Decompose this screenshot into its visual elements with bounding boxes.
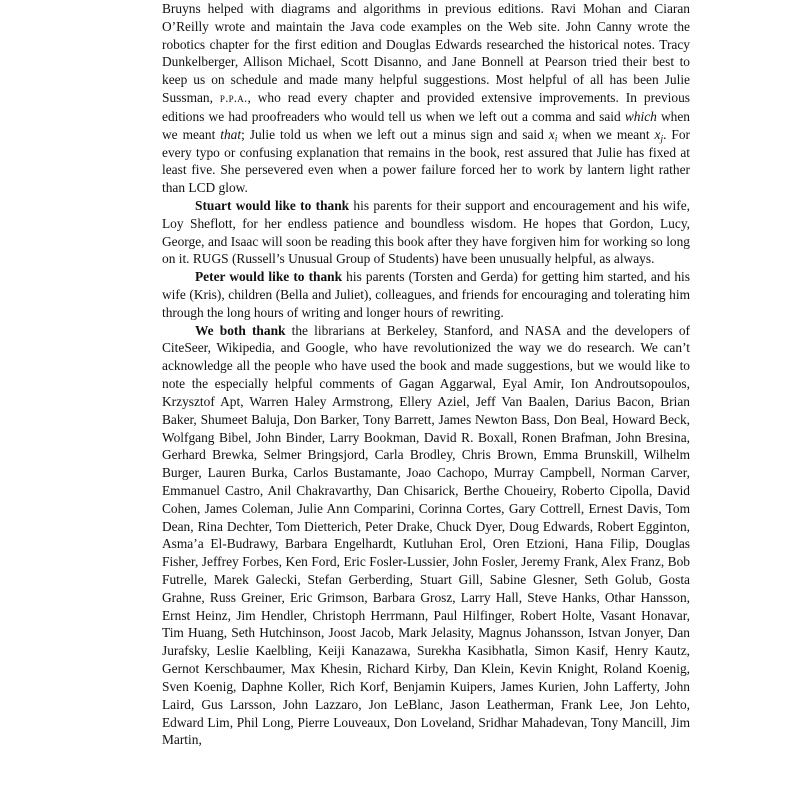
math-symbol: x xyxy=(654,126,661,142)
body-text: ; Julie told us when we left out a minus sign and said xyxy=(241,126,549,142)
body-text: the librarians at Berkeley, Stanford, and NASA and the developers of CiteSeer, Wikipedia, and Google, who have revolutionized the way we do research. We can’t acknowledge all the people who have used the book and made suggestions, but we would like to note the especially helpful comments of Gagan Aggarwal, Eyal Amir, Ion Androutsopoulos, Krzysztof Apt, Warren Haley Armstrong, Ellery Aziel, Jeff Van Baalen, Darius Bacon, Brian Baker, Shumeet Baluja, Don Barker, Tony Barrett, James Newton Bass, Don Beal, Howard Beck, Wolfgang Bibel, John Binder, Larry Bookman, David R. Boxall, Ronen Brafman, John Bresina, Gerhard Brewka, Selmer Bringsjord, Carla Brodley, Chris Brown, Emma Brunskill, Wilhelm Burger, Lauren Burka, Carlos Bustamante, Joao Cachopo, Murray Campbell, Norman Carver, Emmanuel Castro, Anil Chakravarthy, Dan Chisarick, Berthe Choueiry, Roberto Cipolla, David Cohen, James Coleman, Julie Ann Comparini, Corinna Cortes, Gary Cottrell, Ernest Davis, Tom Dean, Rina Dechter, Tom Dietterich, Peter Drake, Chuck Dyer, Doug Edwards, Robert Egginton, Asma’a El-Budrawy, Barbara Engelhardt, Kutluhan Erol, Oren Etzioni, Hana Filip, Douglas Fisher, Jeffrey Forbes, Ken Ford, Eric Fosler-Lussier, John Fosler, Jeremy Frank, Alex Franz, Bob Futrelle, Marek Galecki, Stefan Gerberding, Stuart Gill, Sabine Glesner, Seth Golub, Gosta Grahne, Russ Greiner, Eric Grimson, Barbara Grosz, Larry Hall, Steve Hanks, Othar Hansson, Ernst Heinz, Jim Hendler, Christoph Herrmann, Paul Hilfinger, Robert Holte, Vasant Honavar, Tim Huang, Seth Hutchinson, Joost Jacob, Mark Jelasity, Magnus Johansson, Istvan Jonyer, Dan Jurafsky, Leslie Kaelbling, Keiji Kanazawa, Surekha Kasibhatla, Simon Kasif, Henry Kautz, Gernot Kerschbaumer, Max Khesin, Richard Kirby, Dan Klein, Kevin Knight, Roland Koenig, Sven Koenig, Daphne Koller, Rich Korf, Benjamin Kuipers, James Kurien, John Lafferty, John Laird, Gus Larsson, John Lazzaro, Jon LeBlanc, Jason Leatherman, Frank Lee, Jon Lehto, Edward Lim, Phil Long, Pierre Louveaux, Don Loveland, Sridhar Mahadevan, Tony Mancill, Jim Martin, xyxy=(162,322,690,748)
small-caps-text: p.p.a. xyxy=(219,91,248,106)
body-text: when we meant xyxy=(162,108,691,142)
paragraph-p2 xyxy=(162,197,690,268)
body-text: , who read every chapter and provided extensive improvements. In previous editions we had proofreaders who would tell us when we left out a comma and said xyxy=(162,90,690,124)
body-text: his parents (Torsten and Gerda) for getting him started, and his wife (Kris), children (Bella and Juliet), colleagues, and friends for encouraging and tolerating him through the long hours of writing and longer hours of rewriting. xyxy=(162,269,690,320)
math-variable xyxy=(654,126,664,145)
paragraph-lead-in: Peter would like to thank xyxy=(195,269,343,285)
paragraph-lead-in: Stuart would like to thank xyxy=(195,197,350,213)
paragraph-p4 xyxy=(162,322,690,750)
italic-text: which xyxy=(624,108,657,124)
body-text: . For every typo or confusing explanation that remains in the book, rest assured that Julie has fixed at least five. She persevered even when a power failure forced her to work by lantern light rather than LCD glow. xyxy=(162,126,690,196)
paragraph-p1 xyxy=(162,0,690,197)
italic-text: that xyxy=(220,126,242,142)
paragraph-lead-in: We both thank xyxy=(195,322,286,338)
document-page xyxy=(162,0,690,749)
math-symbol: x xyxy=(548,126,555,142)
math-subscript: i xyxy=(554,134,558,145)
body-text: Bruyns helped with diagrams and algorithms in previous editions. Ravi Mohan and Ciaran O’Reilly wrote and maintain the Java code examples on the Web site. John Canny wrote the robotics chapter for the first edition and Douglas Edwards researched the historical notes. Tracy Dunkelberger, Allison Michael, Scott Disanno, and Jane Bonnell at Pearson tried their best to keep us on schedule and made many helpful suggestions. Most helpful of all has been Julie Sussman, xyxy=(162,1,690,106)
math-subscript: j xyxy=(660,134,664,145)
body-text: his parents for their support and encouragement and his wife, Loy Sheflott, for her endless patience and boundless wisdom. He hopes that Gordon, Lucy, George, and Isaac will soon be reading this book after they have forgiven him for working so long on it. RUGS (Russell’s Unusual Group of Students) have been unusually helpful, as always. xyxy=(162,197,690,267)
body-text: when we meant xyxy=(557,126,655,142)
paragraph-p3 xyxy=(162,268,690,321)
